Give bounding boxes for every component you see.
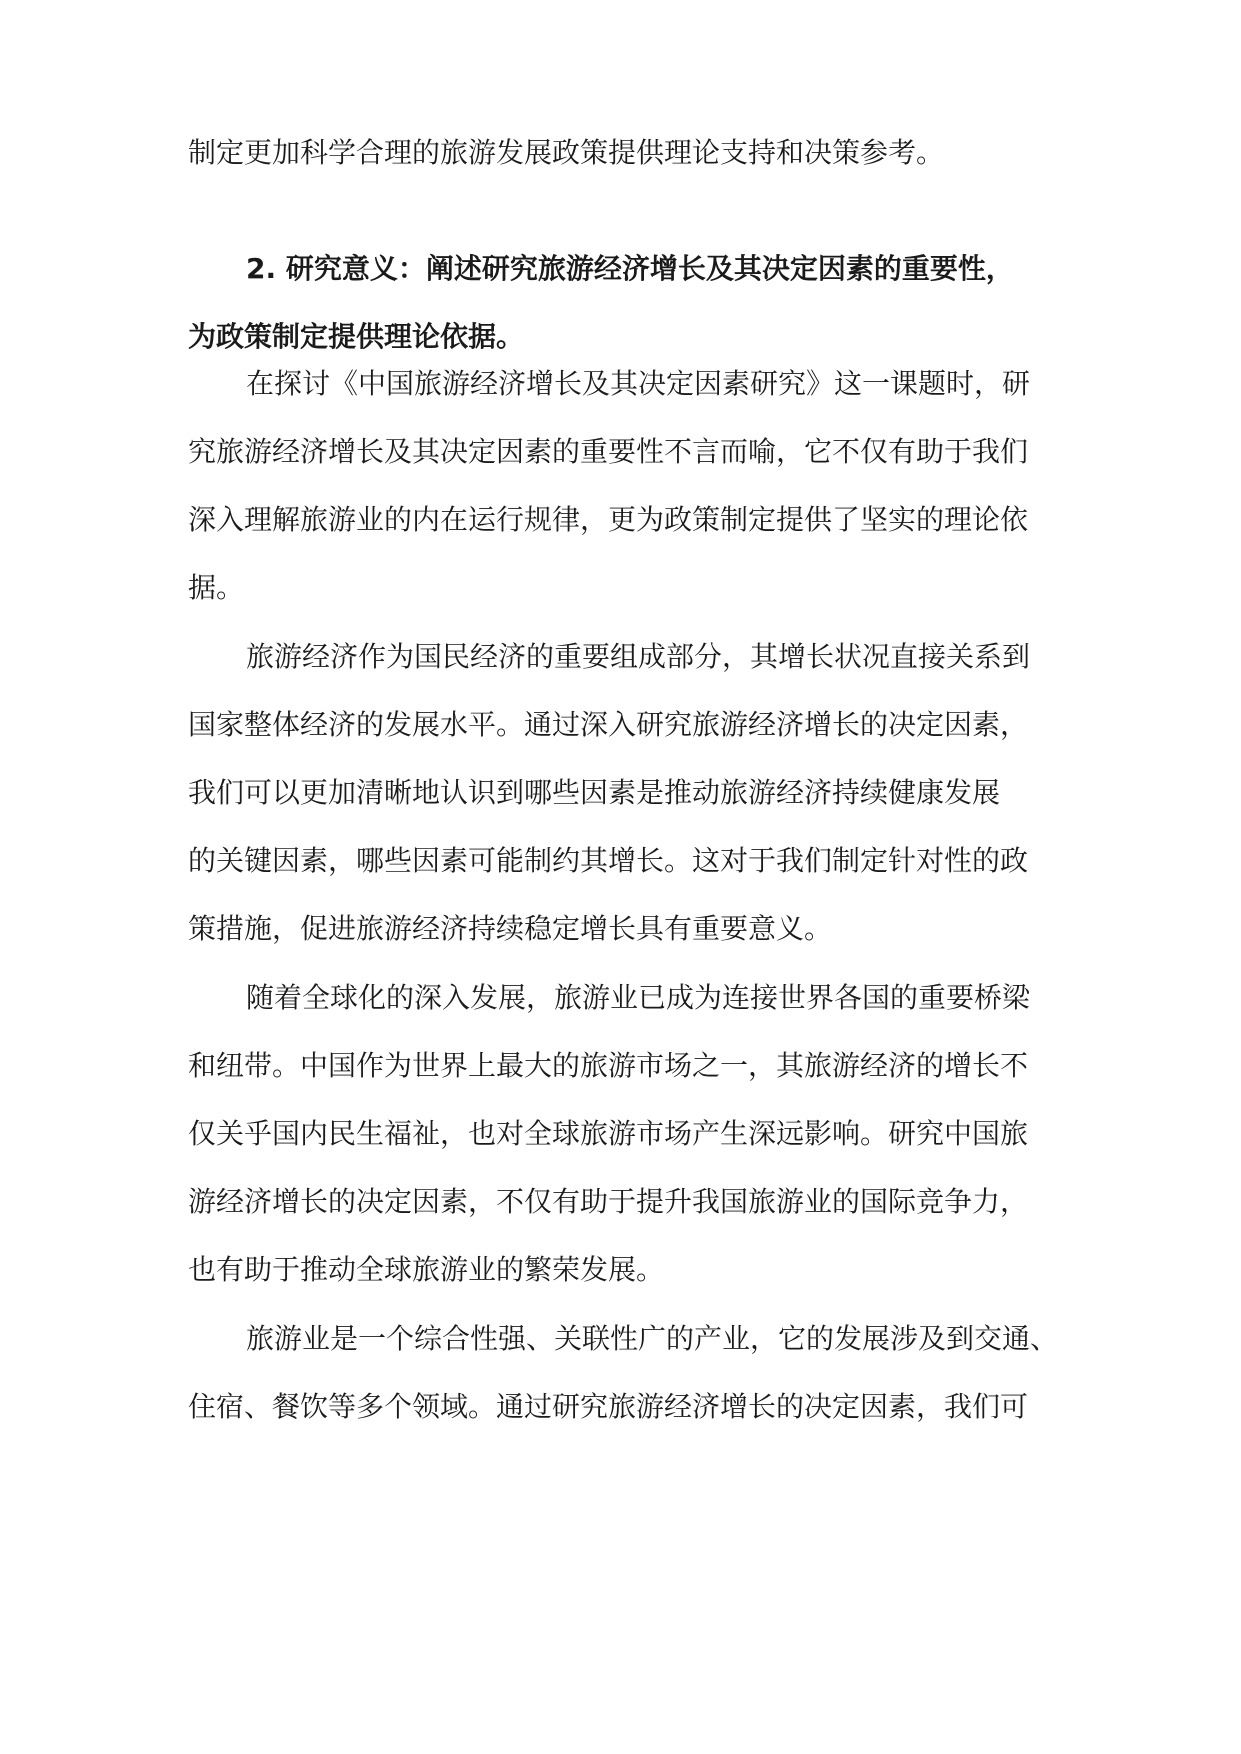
- paragraph-4-line-2: 住宿、餐饮等多个领域。通过研究旅游经济增长的决定因素，我们可: [188, 1390, 1029, 1423]
- section-heading-line-2: 为政策制定提供理论依据。: [188, 320, 525, 353]
- paragraph-2-line-5: 策措施，促进旅游经济持续稳定增长具有重要意义。: [188, 912, 833, 945]
- paragraph-4-line-1: 旅游业是一个综合性强、关联性广的产业，它的发展涉及到交通、: [246, 1322, 1059, 1355]
- paragraph-3-line-3: 仅关乎国内民生福祉，也对全球旅游市场产生深远影响。研究中国旅: [188, 1117, 1029, 1150]
- paragraph-continuation: 制定更加科学合理的旅游发展政策提供理论支持和决策参考。: [188, 136, 945, 169]
- paragraph-3-line-2: 和纽带。中国作为世界上最大的旅游市场之一，其旅游经济的增长不: [188, 1049, 1029, 1082]
- document-page: [188, 0, 1064, 1754]
- paragraph-1-line-2: 究旅游经济增长及其决定因素的重要性不言而喻，它不仅有助于我们: [188, 435, 1029, 468]
- paragraph-1-line-4: 据。: [188, 571, 245, 604]
- paragraph-3-line-4: 游经济增长的决定因素，不仅有助于提升我国旅游业的国际竞争力，: [188, 1185, 1029, 1218]
- paragraph-1-line-3: 深入理解旅游业的内在运行规律，更为政策制定提供了坚实的理论依: [188, 503, 1029, 536]
- paragraph-3-line-1: 随着全球化的深入发展，旅游业已成为连接世界各国的重要桥梁: [246, 981, 1031, 1014]
- section-heading-line-1: 2. 研究意义：阐述研究旅游经济增长及其决定因素的重要性，: [246, 252, 1014, 285]
- paragraph-2-line-3: 我们可以更加清晰地认识到哪些因素是推动旅游经济持续健康发展: [188, 776, 1001, 809]
- paragraph-1-line-1: 在探讨《中国旅游经济增长及其决定因素研究》这一课题时，研: [246, 367, 1031, 400]
- paragraph-3-line-5: 也有助于推动全球旅游业的繁荣发展。: [188, 1253, 665, 1286]
- paragraph-2-line-4: 的关键因素，哪些因素可能制约其增长。这对于我们制定针对性的政: [188, 844, 1029, 877]
- paragraph-2-line-2: 国家整体经济的发展水平。通过深入研究旅游经济增长的决定因素，: [188, 708, 1029, 741]
- paragraph-2-line-1: 旅游经济作为国民经济的重要组成部分，其增长状况直接关系到: [246, 640, 1031, 673]
